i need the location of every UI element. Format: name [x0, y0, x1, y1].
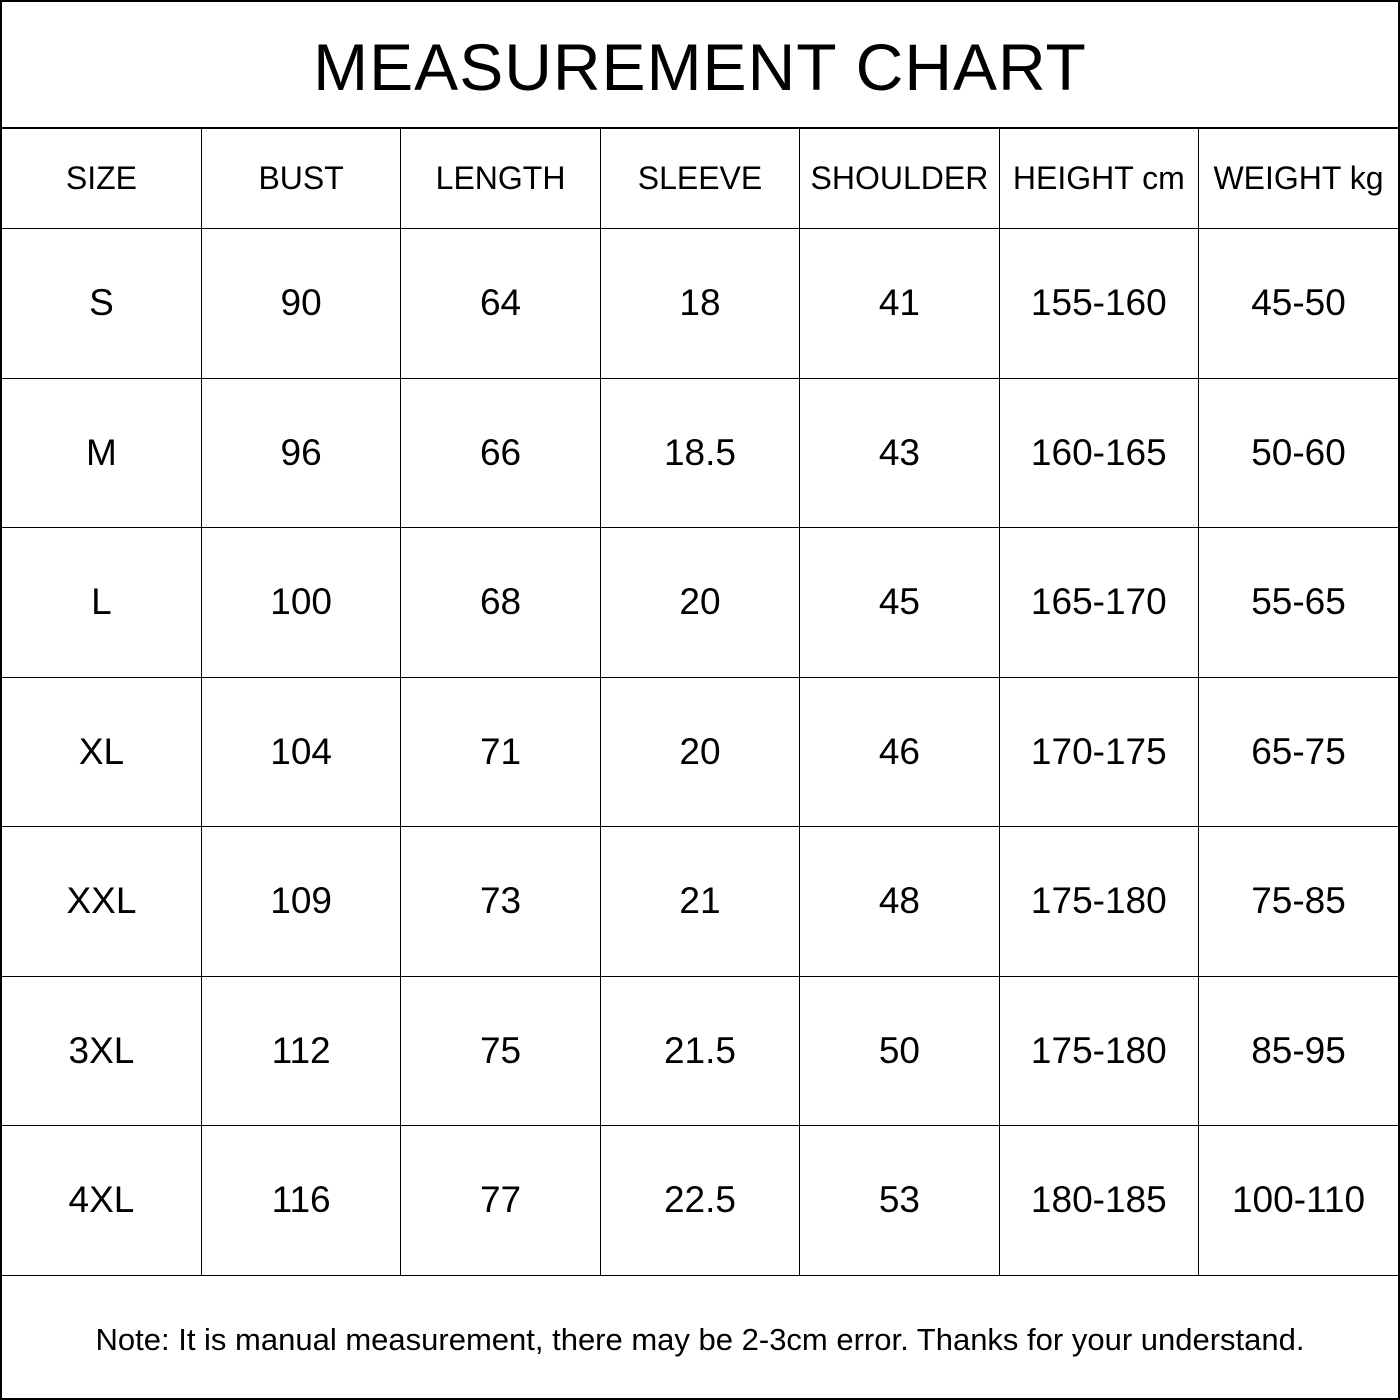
- bust-cell: 96: [201, 378, 400, 528]
- weight-cell: 100-110: [1199, 1126, 1398, 1276]
- length-cell: 71: [401, 677, 600, 827]
- column-header-height: HEIGHT cm: [999, 129, 1198, 229]
- length-cell: 75: [401, 976, 600, 1126]
- weight-cell: 50-60: [1199, 378, 1398, 528]
- shoulder-cell: 46: [800, 677, 999, 827]
- height-cell: 175-180: [999, 976, 1198, 1126]
- bust-cell: 109: [201, 827, 400, 977]
- size-cell: XL: [2, 677, 201, 827]
- length-cell: 64: [401, 229, 600, 379]
- shoulder-cell: 48: [800, 827, 999, 977]
- column-header-weight: WEIGHT kg: [1199, 129, 1398, 229]
- shoulder-cell: 50: [800, 976, 999, 1126]
- shoulder-cell: 43: [800, 378, 999, 528]
- table-body: [2, 229, 1398, 1276]
- size-cell: M: [2, 378, 201, 528]
- sleeve-cell: 20: [600, 528, 799, 678]
- weight-cell: 85-95: [1199, 976, 1398, 1126]
- table-row: [2, 827, 1398, 977]
- bust-cell: 112: [201, 976, 400, 1126]
- table-header: [2, 129, 1398, 229]
- length-cell: 73: [401, 827, 600, 977]
- height-cell: 155-160: [999, 229, 1198, 379]
- header-row: [2, 129, 1398, 229]
- sleeve-cell: 21.5: [600, 976, 799, 1126]
- length-cell: 66: [401, 378, 600, 528]
- bust-cell: 90: [201, 229, 400, 379]
- column-header-size: SIZE: [2, 129, 201, 229]
- table-row: [2, 378, 1398, 528]
- shoulder-cell: 45: [800, 528, 999, 678]
- table-row: [2, 677, 1398, 827]
- sleeve-cell: 18: [600, 229, 799, 379]
- bust-cell: 116: [201, 1126, 400, 1276]
- size-cell: S: [2, 229, 201, 379]
- shoulder-cell: 53: [800, 1126, 999, 1276]
- size-table: [2, 129, 1398, 1276]
- table-row: [2, 976, 1398, 1126]
- weight-cell: 65-75: [1199, 677, 1398, 827]
- chart-title: MEASUREMENT CHART: [2, 2, 1398, 129]
- weight-cell: 45-50: [1199, 229, 1398, 379]
- shoulder-cell: 41: [800, 229, 999, 379]
- height-cell: 170-175: [999, 677, 1198, 827]
- bust-cell: 104: [201, 677, 400, 827]
- height-cell: 180-185: [999, 1126, 1198, 1276]
- measurement-note: Note: It is manual measurement, there may be 2-3cm error. Thanks for your understand.: [95, 1321, 1305, 1357]
- sleeve-cell: 20: [600, 677, 799, 827]
- table-row: [2, 1126, 1398, 1276]
- height-cell: 160-165: [999, 378, 1198, 528]
- length-cell: 68: [401, 528, 600, 678]
- column-header-length: LENGTH: [401, 129, 600, 229]
- column-header-bust: BUST: [201, 129, 400, 229]
- table-row: [2, 528, 1398, 678]
- length-cell: 77: [401, 1126, 600, 1276]
- bust-cell: 100: [201, 528, 400, 678]
- size-cell: XXL: [2, 827, 201, 977]
- sleeve-cell: 18.5: [600, 378, 799, 528]
- size-cell: L: [2, 528, 201, 678]
- height-cell: 165-170: [999, 528, 1198, 678]
- column-header-sleeve: SLEEVE: [600, 129, 799, 229]
- sleeve-cell: 21: [600, 827, 799, 977]
- height-cell: 175-180: [999, 827, 1198, 977]
- table-row: [2, 229, 1398, 379]
- size-cell: 4XL: [2, 1126, 201, 1276]
- weight-cell: 75-85: [1199, 827, 1398, 977]
- column-header-shoulder: SHOULDER: [800, 129, 999, 229]
- size-cell: 3XL: [2, 976, 201, 1126]
- weight-cell: 55-65: [1199, 528, 1398, 678]
- sleeve-cell: 22.5: [600, 1126, 799, 1276]
